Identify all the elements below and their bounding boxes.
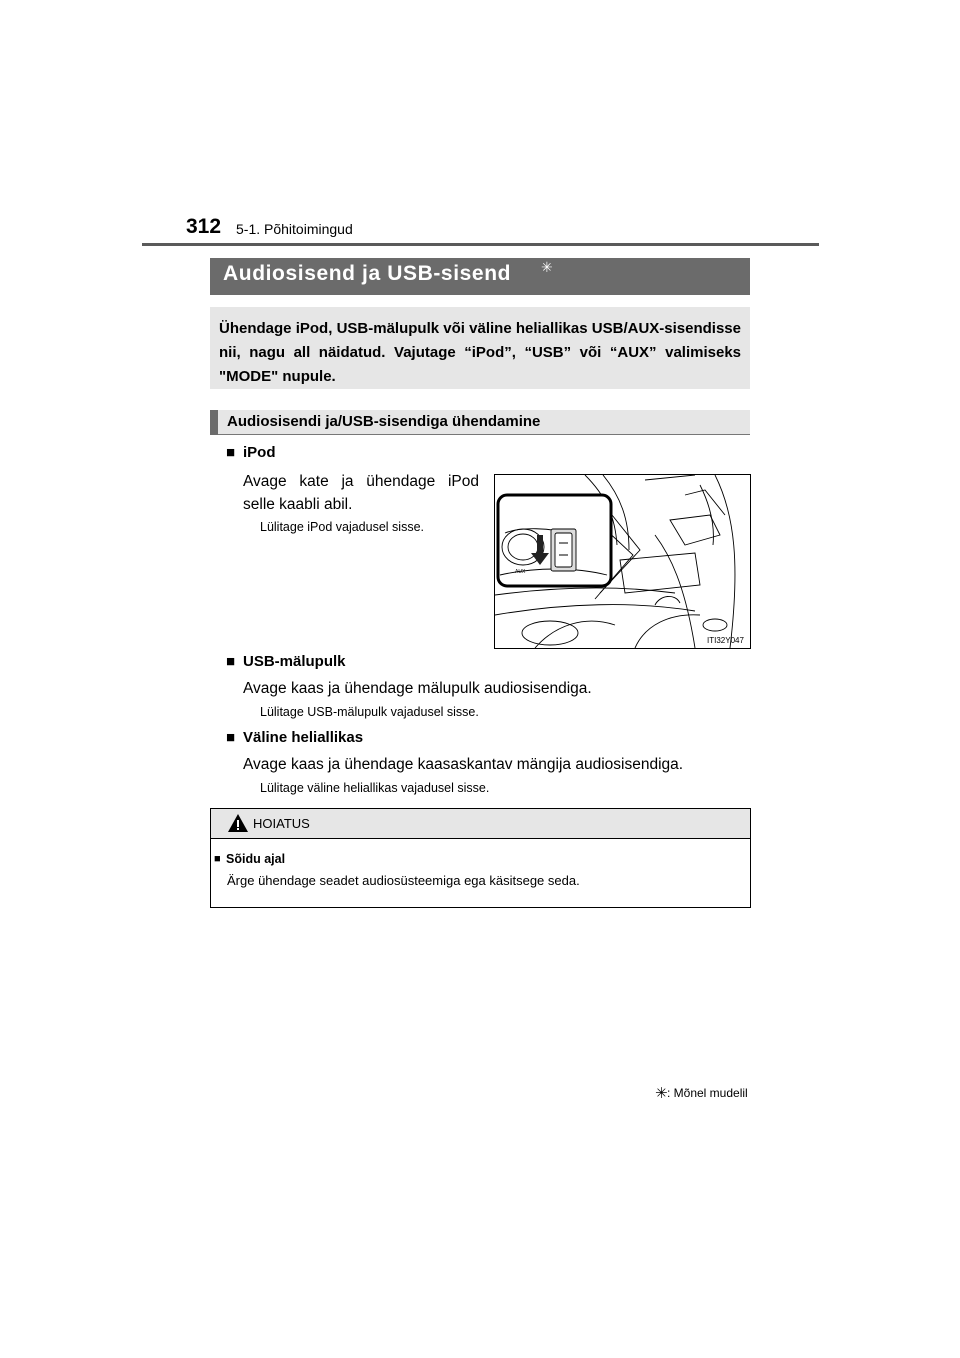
console-drawing: [495, 475, 750, 648]
item-ipod-note: Lülitage iPod vajadusel sisse.: [260, 520, 424, 534]
warning-triangle-icon: [227, 813, 249, 838]
item-ipod-body-line-1: Avage kate ja ühendage iPod: [243, 473, 479, 490]
item-external-body: Avage kaas ja ühendage kaasaskantav mängija audiosisendiga.: [243, 756, 684, 773]
item-usb-heading: USB-mälupulk: [243, 653, 346, 670]
item-usb-body: Avage kaas ja ühendage mälupulk audiosisendiga.: [243, 680, 592, 697]
item-ipod-heading: iPod: [243, 444, 276, 461]
item-external-marker: ■: [226, 729, 236, 746]
subheading-accent: [210, 410, 218, 435]
aux-port-label: AUX: [515, 569, 526, 575]
warning-label: HOIATUS: [253, 816, 310, 831]
title-footnote-marker: ✳: [541, 259, 553, 275]
header-rule: [142, 243, 819, 246]
subheading: Audiosisendi ja/USB-sisendiga ühendamine: [227, 413, 541, 430]
warning-item-marker: ■: [214, 853, 221, 865]
item-usb-marker: ■: [226, 653, 236, 670]
warning-title: Sõidu ajal: [226, 852, 286, 866]
item-usb-note: Lülitage USB-mälupulk vajadusel sisse.: [260, 705, 479, 719]
page-number: 312: [186, 215, 222, 238]
item-ipod-marker: ■: [226, 444, 236, 461]
item-ipod-body-line-2: selle kaabli abil.: [243, 496, 353, 513]
footnote-marker: ✳: [655, 1085, 668, 1102]
page-title: Audiosisend ja USB-sisend: [223, 262, 512, 285]
intro-text: Ühendage iPod, USB-mälupulk või väline heliallikas USB/AUX-sisendisse nii, nagu all näidatud. Vajutage “iPod”, “USB” või “AUX” valimiseks "MODE" nupule.: [219, 320, 741, 385]
footnote-text: : Mõnel mudelil: [667, 1086, 748, 1100]
console-illustration: [494, 474, 751, 649]
illustration-code: ITI32Y047: [707, 636, 744, 645]
section-reference: 5-1. Põhitoimingud: [236, 221, 353, 237]
item-external-note: Lülitage väline heliallikas vajadusel sisse.: [260, 781, 490, 795]
warning-body: Ärge ühendage seadet audiosüsteemiga ega käsitsege seda.: [227, 873, 580, 888]
item-external-heading: Väline heliallikas: [243, 729, 364, 746]
